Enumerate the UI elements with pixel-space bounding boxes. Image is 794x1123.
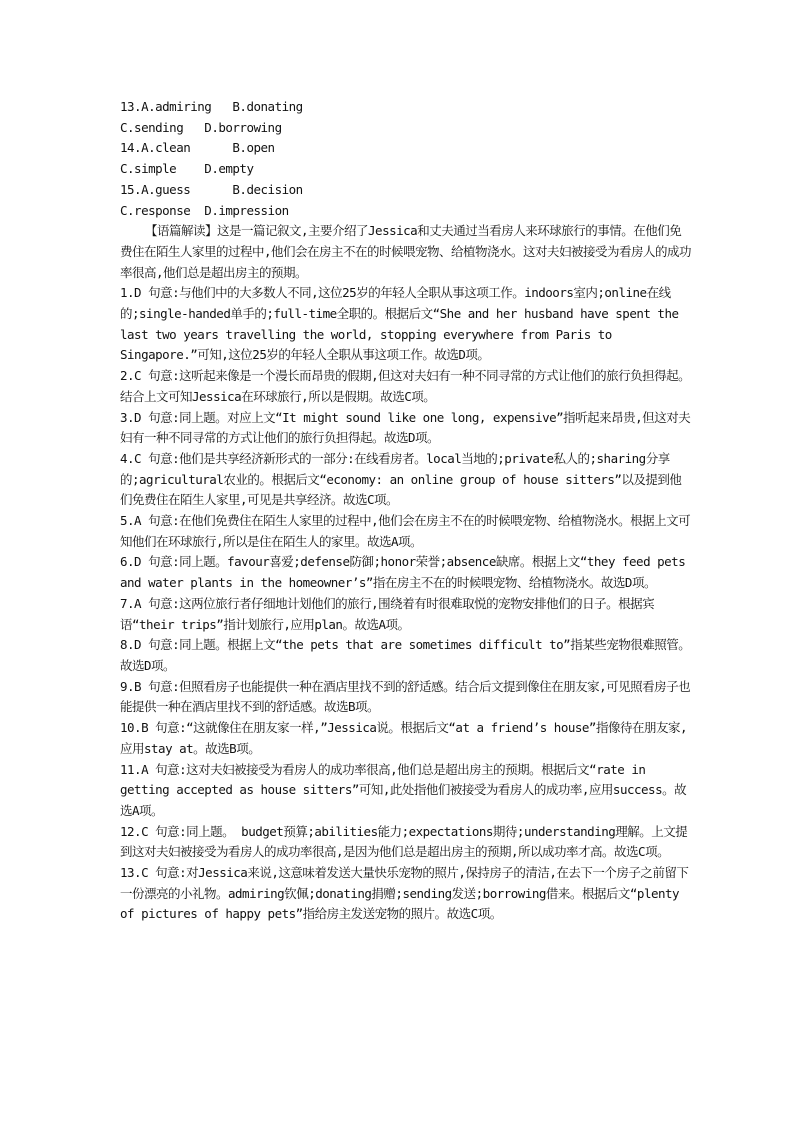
option-line: 15.A.guess B.decision [120, 181, 303, 197]
passage-summary: 【语篇解读】这是一篇记叙文,主要介绍了Jessica和丈夫通过当看房人来环球旅行的事情。在他们免费住在陌生人家里的过程中,他们会在房主不在的时候喂宠物、给植物浇水。这对夫妇被接受为看房人的成功率很高,他们总是超出房主的预期。 [120, 223, 692, 280]
option-line: C.sending D.borrowing [120, 119, 282, 135]
answer-item: 6.D 句意:同上题。favour喜爱;defense防御;honor荣誉;absence缺席。根据上文“they feed pets and water plants in the homeowner’s”指在房主不在的时候喂宠物、给植物浇水。故选D项。 [120, 554, 686, 591]
option-line: 14.A.clean B.open [120, 140, 275, 156]
answer-list [120, 283, 692, 925]
answer-item: 2.C 句意:这听起来像是一个漫长而昂贵的假期,但这对夫妇有一种不同寻常的方式让他们的旅行负担得起。结合上文可知Jessica在环球旅行,所以是假期。故选C项。 [120, 368, 691, 404]
answer-item: 7.A 句意:这两位旅行者仔细地计划他们的旅行,围绕着有时很难取悦的宠物安排他们的日子。根据宾语“their trips”指计划旅行,应用plan。故选A项。 [120, 595, 655, 632]
answer-item: 4.C 句意:他们是共享经济新形式的一部分:在线看房者。local当地的;private私人的;sharing分享的;agricultural农业的。根据后文“economy: an online group of house sitters”以及提到他们免费住在陌生人家里,可见是共享经济。故选C项。 [120, 450, 682, 508]
answer-item: 5.A 句意:在他们免费住在陌生人家里的过程中,他们会在房主不在的时候喂宠物、给植物浇水。根据上文可知他们在环球旅行,所以是住在陌生人的家里。故选A项。 [120, 513, 691, 549]
option-line: C.simple D.empty [120, 161, 254, 177]
answer-item: 10.B 句意:“这就像住在朋友家一样,”Jessica说。根据后文“at a friend’s house”指像待在朋友家,应用stay at。故选B项。 [120, 720, 687, 756]
option-line: C.response D.impression [120, 202, 289, 218]
answer-item: 1.D 句意:与他们中的大多数人不同,这位25岁的年轻人全职从事这项工作。indoors室内;online在线的;single-handed单手的;full-time全职的。根据后文“She and her husband have spent the last two years travelling the world, stopping everywhere from Paris to Singapore.”可知,这位25岁的年轻人全职从事这项工作。故选D项。 [120, 285, 679, 363]
option-list [120, 97, 692, 221]
answer-item: 9.B 句意:但照看房子也能提供一种在酒店里找不到的舒适感。结合后文提到像住在朋友家,可见照看房子也能提供一种在酒店里找不到的舒适感。故选B项。 [120, 678, 691, 715]
answer-item: 11.A 句意:这对夫妇被接受为看房人的成功率很高,他们总是超出房主的预期。根据后文“rate in getting accepted as house sitters”可知,此处指他们被接受为看房人的成功率,应用success。故选A项。 [120, 761, 687, 818]
answer-item: 13.C 句意:对Jessica来说,这意味着发送大量快乐宠物的照片,保持房子的清洁,在去下一个房子之前留下一份漂亮的小礼物。admiring钦佩;donating捐赠;sending发送;borrowing借来。根据后文“plenty of pictures of happy pets”指给房主发送宠物的照片。故选C项。 [120, 865, 689, 922]
document-page [120, 97, 692, 925]
answer-item: 3.D 句意:同上题。对应上文“It might sound like one long, expensive”指听起来昂贵,但这对夫妇有一种不同寻常的方式让他们的旅行负担得起。故选D项。 [120, 409, 691, 446]
answer-item: 8.D 句意:同上题。根据上文“the pets that are sometimes difficult to”指某些宠物很难照管。故选D项。 [120, 637, 691, 673]
answer-item: 12.C 句意:同上题。 budget预算;abilities能力;expectations期待;understanding理解。上文提到这对夫妇被接受为看房人的成功率很高,是因为他们总是超出房主的预期,所以成功率才高。故选C项。 [120, 823, 688, 860]
option-line: 13.A.admiring B.donating [120, 99, 303, 114]
